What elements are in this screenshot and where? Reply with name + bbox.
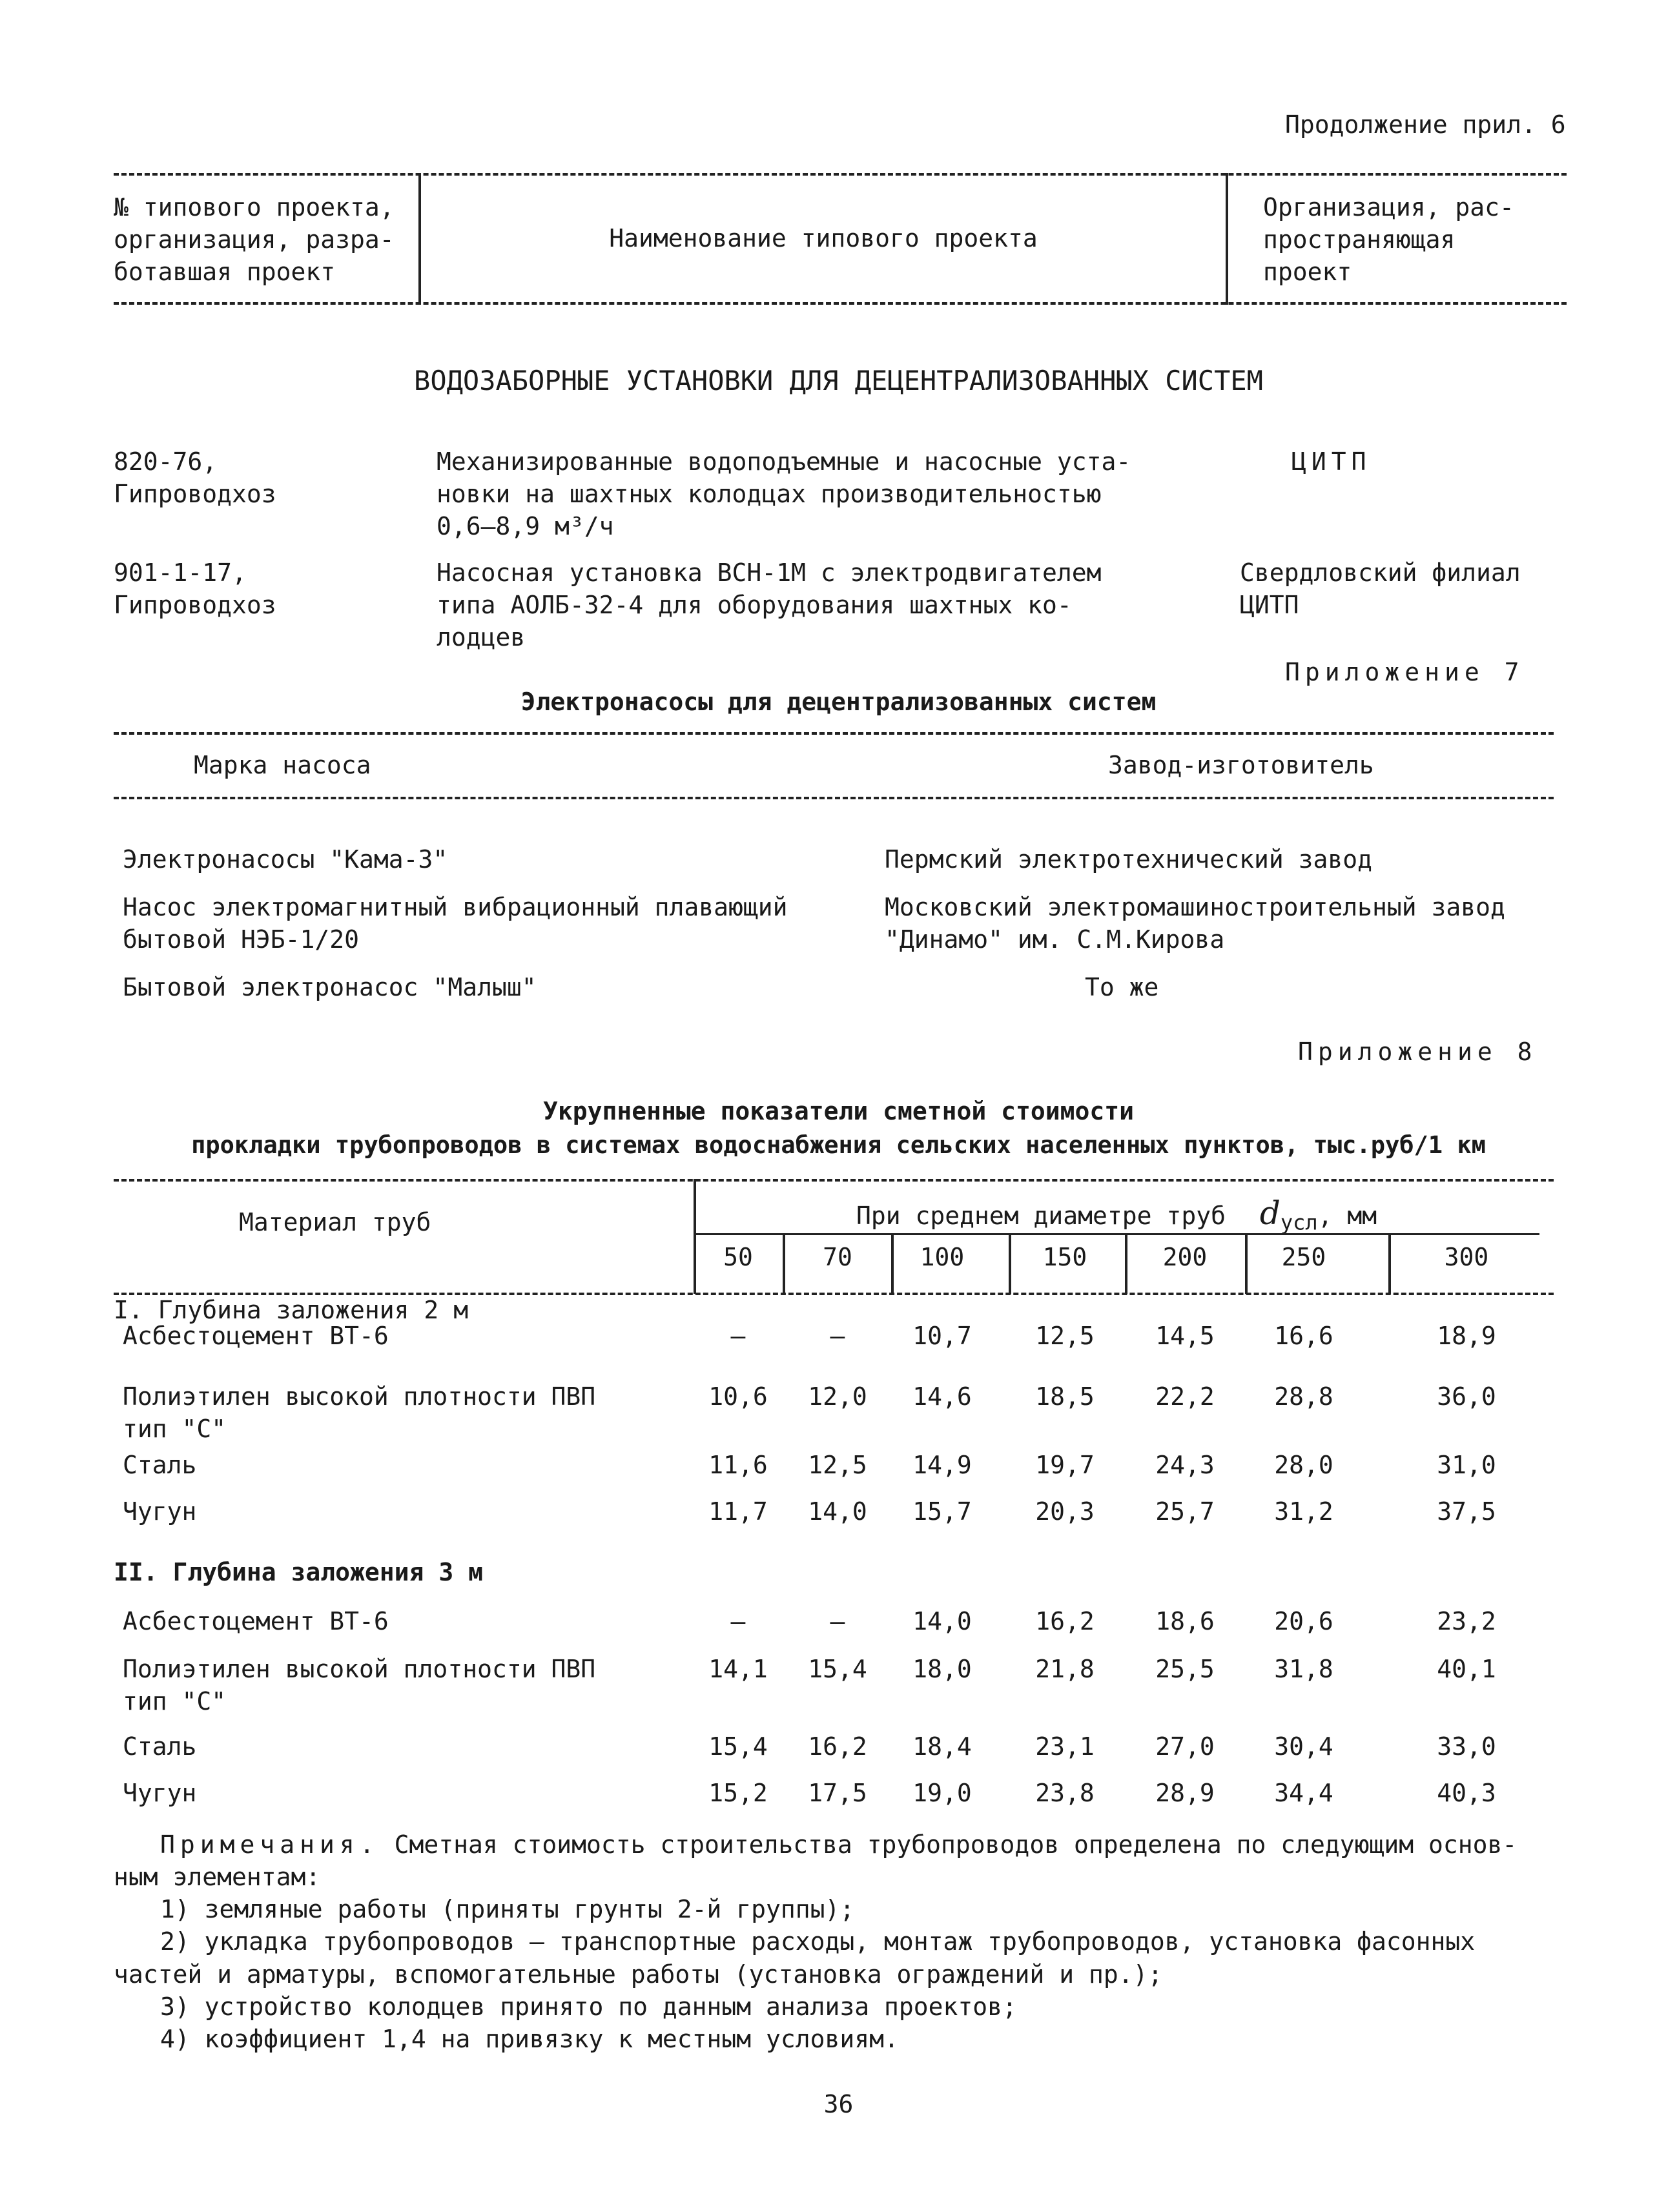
table-cell: 20,6 <box>1274 1607 1333 1635</box>
table-row <box>123 1495 196 1528</box>
note-item: 3) устройство колодцев принято по данным анализа проектов; <box>160 1992 1017 2021</box>
table-cell: 22,2 <box>1155 1382 1215 1411</box>
project-code <box>114 445 424 510</box>
diameter-150: 150 <box>1042 1243 1087 1271</box>
material-name: тип "С" <box>123 1687 227 1716</box>
app6-header-col1 <box>114 191 411 288</box>
app6-section-title: ВОДОЗАБОРНЫЕ УСТАНОВКИ ДЛЯ ДЕЦЕНТРАЛИЗОВАННЫХ СИСТЕМ <box>414 365 1263 396</box>
note-item: 2) укладка трубопроводов – транспортные расходы, монтаж трубопроводов, установка фасонных <box>160 1927 1476 1956</box>
table-cell: 30,4 <box>1274 1732 1333 1761</box>
app8-label: Приложение 8 <box>1298 1038 1538 1066</box>
diameter-70: 70 <box>823 1243 852 1271</box>
material-name: Полиэтилен высокой плотности ПВП <box>123 1382 596 1411</box>
table-cell: 16,6 <box>1274 1322 1333 1350</box>
table-cell: 15,2 <box>708 1779 768 1807</box>
diameter-200: 200 <box>1162 1243 1208 1271</box>
header-top-rule <box>114 173 1567 176</box>
table-cell: 37,5 <box>1437 1497 1496 1526</box>
table-row <box>123 1730 196 1763</box>
project-code-line: Гипроводхоз <box>114 480 276 509</box>
table-cell: 23,8 <box>1035 1779 1095 1807</box>
pump-maker <box>885 891 1595 956</box>
material-name: Полиэтилен высокой плотности ПВП <box>123 1655 596 1683</box>
table-cell: 12,5 <box>808 1451 867 1479</box>
header-col3-line: Организация, рас- <box>1263 193 1514 221</box>
table-cell: – <box>830 1322 845 1350</box>
notes-intro <box>114 1828 1567 1861</box>
note-item: частей и арматуры, вспомогательные работы (установка ограждений и пр.); <box>114 1960 1163 1989</box>
table-cell: 10,7 <box>912 1322 972 1350</box>
table-row <box>123 1777 196 1809</box>
table-cell: 11,7 <box>708 1497 768 1526</box>
table-cell: 14,0 <box>912 1607 972 1635</box>
app6-header-col2: Наименование типового проекта <box>609 224 1038 252</box>
pump-name <box>123 843 917 876</box>
table-cell: – <box>830 1607 845 1635</box>
project-name-line: Насосная установка ВСН-1М с электродвигателем <box>437 558 1102 587</box>
table-cell: 40,1 <box>1437 1655 1496 1683</box>
header-col1-line: ботавшая проект <box>114 258 336 287</box>
table-header-divider <box>694 1179 696 1294</box>
app7-title: Электронасосы для децентрализованных систем <box>520 688 1157 716</box>
table-cell: 15,4 <box>708 1732 768 1761</box>
table-row <box>123 1380 595 1445</box>
diameter-100: 100 <box>920 1243 965 1271</box>
project-code <box>114 557 424 621</box>
diameter-250: 250 <box>1281 1243 1326 1271</box>
table-cell: 28,9 <box>1155 1779 1215 1807</box>
notes-block <box>114 1828 1567 2055</box>
table-cell: 31,8 <box>1274 1655 1333 1683</box>
pump-name-line: Бытовой электронасос "Малыш" <box>123 973 537 1001</box>
app6-header-col3 <box>1263 191 1560 288</box>
table-cell: 21,8 <box>1035 1655 1095 1683</box>
header-divider-1 <box>418 173 421 305</box>
app7-header-col2: Завод-изготовитель <box>1108 751 1374 779</box>
header-col3-line: пространяющая <box>1263 225 1456 254</box>
project-name <box>437 557 1231 653</box>
project-name <box>437 445 1231 542</box>
header-col3-line: проект <box>1263 258 1352 287</box>
app7-header-col1: Марка насоса <box>194 751 371 779</box>
table-header-diameter <box>856 1192 1377 1236</box>
col-divider <box>1125 1233 1127 1294</box>
pump-maker-line: "Динамо" им. С.М.Кирова <box>885 925 1225 954</box>
d-subscript: усл <box>1280 1210 1318 1235</box>
project-org-line: Свердловский филиал <box>1240 558 1521 587</box>
table-cell: 19,7 <box>1035 1451 1095 1479</box>
material-name: тип "С" <box>123 1415 227 1444</box>
pump-maker <box>1085 971 1279 1003</box>
table-cell: 14,0 <box>808 1497 867 1526</box>
diameter-rule <box>694 1233 1539 1235</box>
header-col1-line: организация, разра- <box>114 225 395 254</box>
continuation-label: Продолжение прил. 6 <box>1285 110 1566 139</box>
table-top-rule <box>114 1179 1554 1182</box>
col-divider <box>1388 1233 1391 1294</box>
d-symbol: d <box>1259 1194 1281 1232</box>
table-cell: 17,5 <box>808 1779 867 1807</box>
table-cell: 27,0 <box>1155 1732 1215 1761</box>
pump-maker-line: Московский электромашиностроительный завод <box>885 893 1505 921</box>
table-row <box>123 1320 389 1352</box>
app8-title-line-1: Укрупненные показатели сметной стоимости <box>542 1097 1135 1125</box>
project-org-line: ЦИТП <box>1291 447 1372 476</box>
table-cell: 12,5 <box>1035 1322 1095 1350</box>
pump-name-line: Электронасосы "Кама-3" <box>123 845 448 874</box>
note-item: 1) земляные работы (приняты грунты 2-й группы); <box>160 1895 855 1924</box>
table-cell: 23,1 <box>1035 1732 1095 1761</box>
app7-header-top-rule <box>114 732 1554 735</box>
header-bottom-rule <box>114 302 1567 305</box>
material-name: Чугун <box>123 1497 197 1526</box>
table-cell: 33,0 <box>1437 1732 1496 1761</box>
project-code-line: 820-76, <box>114 447 218 476</box>
section-2-title: II. Глубина заложения 3 м <box>114 1558 483 1586</box>
table-cell: 19,0 <box>912 1779 972 1807</box>
table-row <box>123 1605 389 1637</box>
table-cell: 14,9 <box>912 1451 972 1479</box>
project-name-line: Механизированные водоподъемные и насосные уста- <box>437 447 1131 476</box>
table-cell: 16,2 <box>808 1732 867 1761</box>
table-cell: 16,2 <box>1035 1607 1095 1635</box>
pump-name <box>123 891 917 956</box>
table-cell: 40,3 <box>1437 1779 1496 1807</box>
pump-maker-line: Пермский электротехнический завод <box>885 845 1372 874</box>
table-cell: 14,5 <box>1155 1322 1215 1350</box>
table-cell: – <box>730 1607 746 1635</box>
table-cell: 23,2 <box>1437 1607 1496 1635</box>
header-col1-line: № типового проекта, <box>114 193 395 221</box>
app8-title-line-2: прокладки трубопроводов в системах водоснабжения сельских населенных пунктов, тыс.руб/1 км <box>191 1131 1486 1159</box>
app7-label: Приложение 7 <box>1285 658 1525 686</box>
project-code-line: Гипроводхоз <box>114 591 276 620</box>
table-cell: 36,0 <box>1437 1382 1496 1411</box>
diameter-300: 300 <box>1444 1243 1489 1271</box>
pump-name <box>123 971 917 1003</box>
table-cell: 31,2 <box>1274 1497 1333 1526</box>
notes-intro-text: Сметная стоимость строительства трубопроводов определена по следующим основ- <box>394 1830 1518 1859</box>
material-name: Асбестоцемент ВТ-6 <box>123 1322 389 1350</box>
table-cell: 18,0 <box>912 1655 972 1683</box>
table-cell: 15,7 <box>912 1497 972 1526</box>
table-cell: 24,3 <box>1155 1451 1215 1479</box>
project-code-line: 901-1-17, <box>114 558 247 587</box>
table-cell: 25,7 <box>1155 1497 1215 1526</box>
project-name-line: новки на шахтных колодцах производительностью <box>437 480 1102 509</box>
page-number: 36 <box>823 2090 854 2118</box>
pump-maker-line: То же <box>1085 973 1159 1001</box>
table-cell: 28,0 <box>1274 1451 1333 1479</box>
table-cell: 28,8 <box>1274 1382 1333 1411</box>
table-cell: 12,0 <box>808 1382 867 1411</box>
header-divider-2 <box>1226 173 1228 305</box>
table-row <box>123 1653 595 1717</box>
table-cell: 14,1 <box>708 1655 768 1683</box>
pump-name-line: бытовой НЭБ-1/20 <box>123 925 360 954</box>
table-cell: 11,6 <box>708 1451 768 1479</box>
pump-maker <box>885 843 1595 876</box>
table-cell: 18,4 <box>912 1732 972 1761</box>
app7-header-bottom-rule <box>114 797 1554 799</box>
material-name: Чугун <box>123 1779 197 1807</box>
section-1-title: I. Глубина заложения 2 м <box>114 1296 469 1324</box>
project-name-line: 0,6–8,9 м³/ч <box>437 512 614 541</box>
pump-name-line: Насос электромагнитный вибрационный плавающий <box>123 893 788 921</box>
table-cell: – <box>730 1322 746 1350</box>
table-cell: 20,3 <box>1035 1497 1095 1526</box>
project-org-line: ЦИТП <box>1240 591 1299 620</box>
col-divider <box>1245 1233 1248 1294</box>
table-header-material: Материал труб <box>239 1208 431 1236</box>
table-cell: 18,6 <box>1155 1607 1215 1635</box>
table-cell: 18,5 <box>1035 1382 1095 1411</box>
material-name: Асбестоцемент ВТ-6 <box>123 1607 389 1635</box>
table-row <box>123 1449 196 1481</box>
diameter-50: 50 <box>723 1243 753 1271</box>
project-org <box>1240 557 1563 621</box>
table-cell: 10,6 <box>708 1382 768 1411</box>
notes-intro-2: ным элементам: <box>114 1863 321 1892</box>
col-divider <box>1009 1233 1011 1294</box>
notes-label: Примечания. <box>160 1830 380 1859</box>
material-name: Сталь <box>123 1451 197 1479</box>
material-name: Сталь <box>123 1732 197 1761</box>
project-name-line: лодцев <box>437 623 526 652</box>
diameter-prefix: При среднем диаметре труб <box>856 1202 1226 1230</box>
table-cell: 15,4 <box>808 1655 867 1683</box>
note-item: 4) коэффициент 1,4 на привязку к местным условиям. <box>160 2024 899 2053</box>
table-cell: 31,0 <box>1437 1451 1496 1479</box>
table-cell: 25,5 <box>1155 1655 1215 1683</box>
project-name-line: типа АОЛБ-32-4 для оборудования шахтных ко- <box>437 591 1072 620</box>
diameter-unit: , мм <box>1317 1202 1377 1230</box>
table-cell: 14,6 <box>912 1382 972 1411</box>
project-org <box>1291 445 1614 478</box>
table-cell: 18,9 <box>1437 1322 1496 1350</box>
table-cell: 34,4 <box>1274 1779 1333 1807</box>
